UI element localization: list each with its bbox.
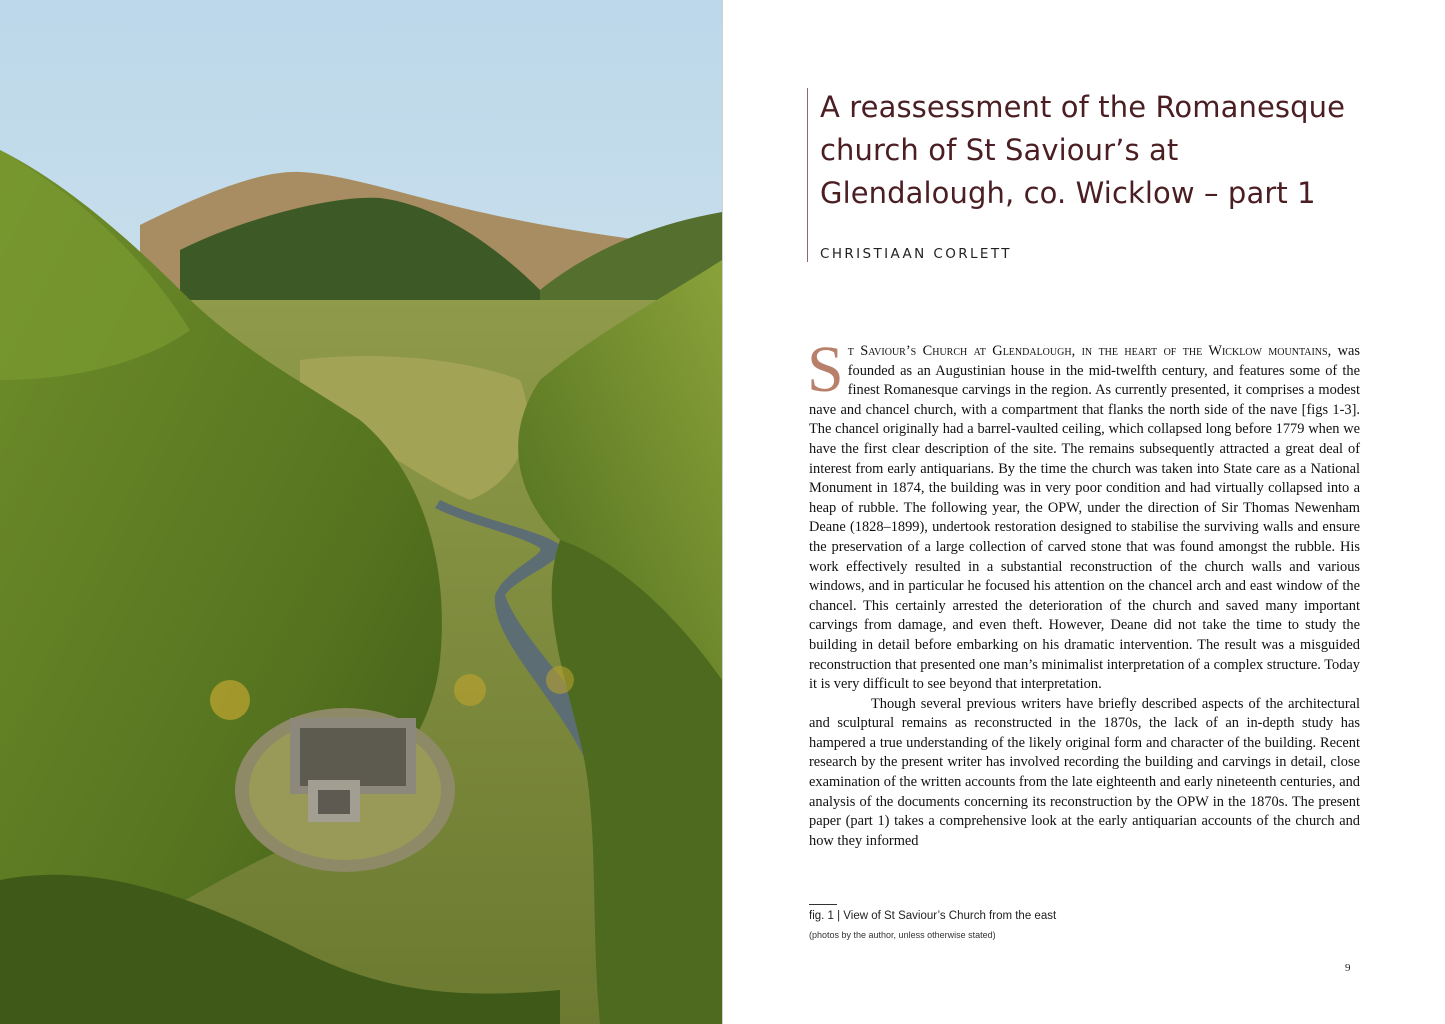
paragraph-1-text: was founded as an Augustinian house in the mid-twelfth century, and features some of the finest Romanesque carvings in the region. As currently presented, it comprises a modest nave and chancel church, with a compartment that flanks the north side of the nave [figs 1-3]. The chancel originally had a barrel-vaulted ceiling, which collapsed long before 1779 when we have the first clear description of the site. The remains subsequently attracted a great deal of interest from early antiquarians. By the time the church was taken into State care as a National Monument in 1874, the building was in very poor condition and had virtually collapsed into a heap of rubble. The following year, the OPW, under the direction of Sir Thomas Newenham Deane (1828–1899), undertook restoration designed to stabilise the surviving walls and ensure the preservation of a large collection of carved stone that was found amongst the rubble. His work effectively resulted in a substantial reconstruction of the church walls and various windows, and in particular he focused his attention on the chancel arch and east window of the chancel. This certainly arrested the deterioration of the church and saved many important carvings from damage, and even theft. However, Deane did not take the time to study the building in detail before embarking on his dramatic intervention. The result was a misguided reconstruction that presented one man’s minimalist interpretation of a complex structure. Today it is very difficult to see beyond that interpretation. [809, 343, 1360, 693]
caption-rule [809, 904, 837, 905]
aerial-photo-glendalough [0, 0, 722, 1024]
article-page [723, 0, 1445, 1024]
photo-credit: (photos by the author, unless otherwise stated) [809, 930, 996, 940]
article-title: A reassessment of the Romanesque church of St Saviour’s at Glendalough, co. Wicklow – part 1 [820, 90, 1346, 210]
dropcap-letter: S [807, 333, 844, 406]
landscape-illustration [0, 0, 722, 1024]
paragraph-1 [807, 333, 1360, 695]
author-name: CHRISTIAAN CORLETT [820, 246, 1012, 262]
article-body [807, 333, 1360, 851]
paragraph-2: Though several previous writers have briefly described aspects of the architectural and sculptural remains as reconstructed in the 1870s, the lack of an in-depth study has hampered a true understanding of the likely original form and character of the building. Recent research by the present writer has involved recording the building and carvings in detail, close examination of the written accounts from the late eighteenth and early nineteenth centuries, and analysis of the documents concerning its reconstruction by the OPW in the 1870s. The present paper (part 1) takes a comprehensive look at the early antiquarian accounts of the church and how they informed [809, 695, 1360, 849]
page-number: 9 [1345, 962, 1351, 974]
title-rule [807, 88, 808, 262]
lead-in-smallcaps: t Saviour’s Church at Glendalough, in the heart of the Wicklow mountains, [847, 343, 1332, 359]
figure-caption: fig. 1 | View of St Saviour’s Church from the east [809, 910, 1057, 922]
